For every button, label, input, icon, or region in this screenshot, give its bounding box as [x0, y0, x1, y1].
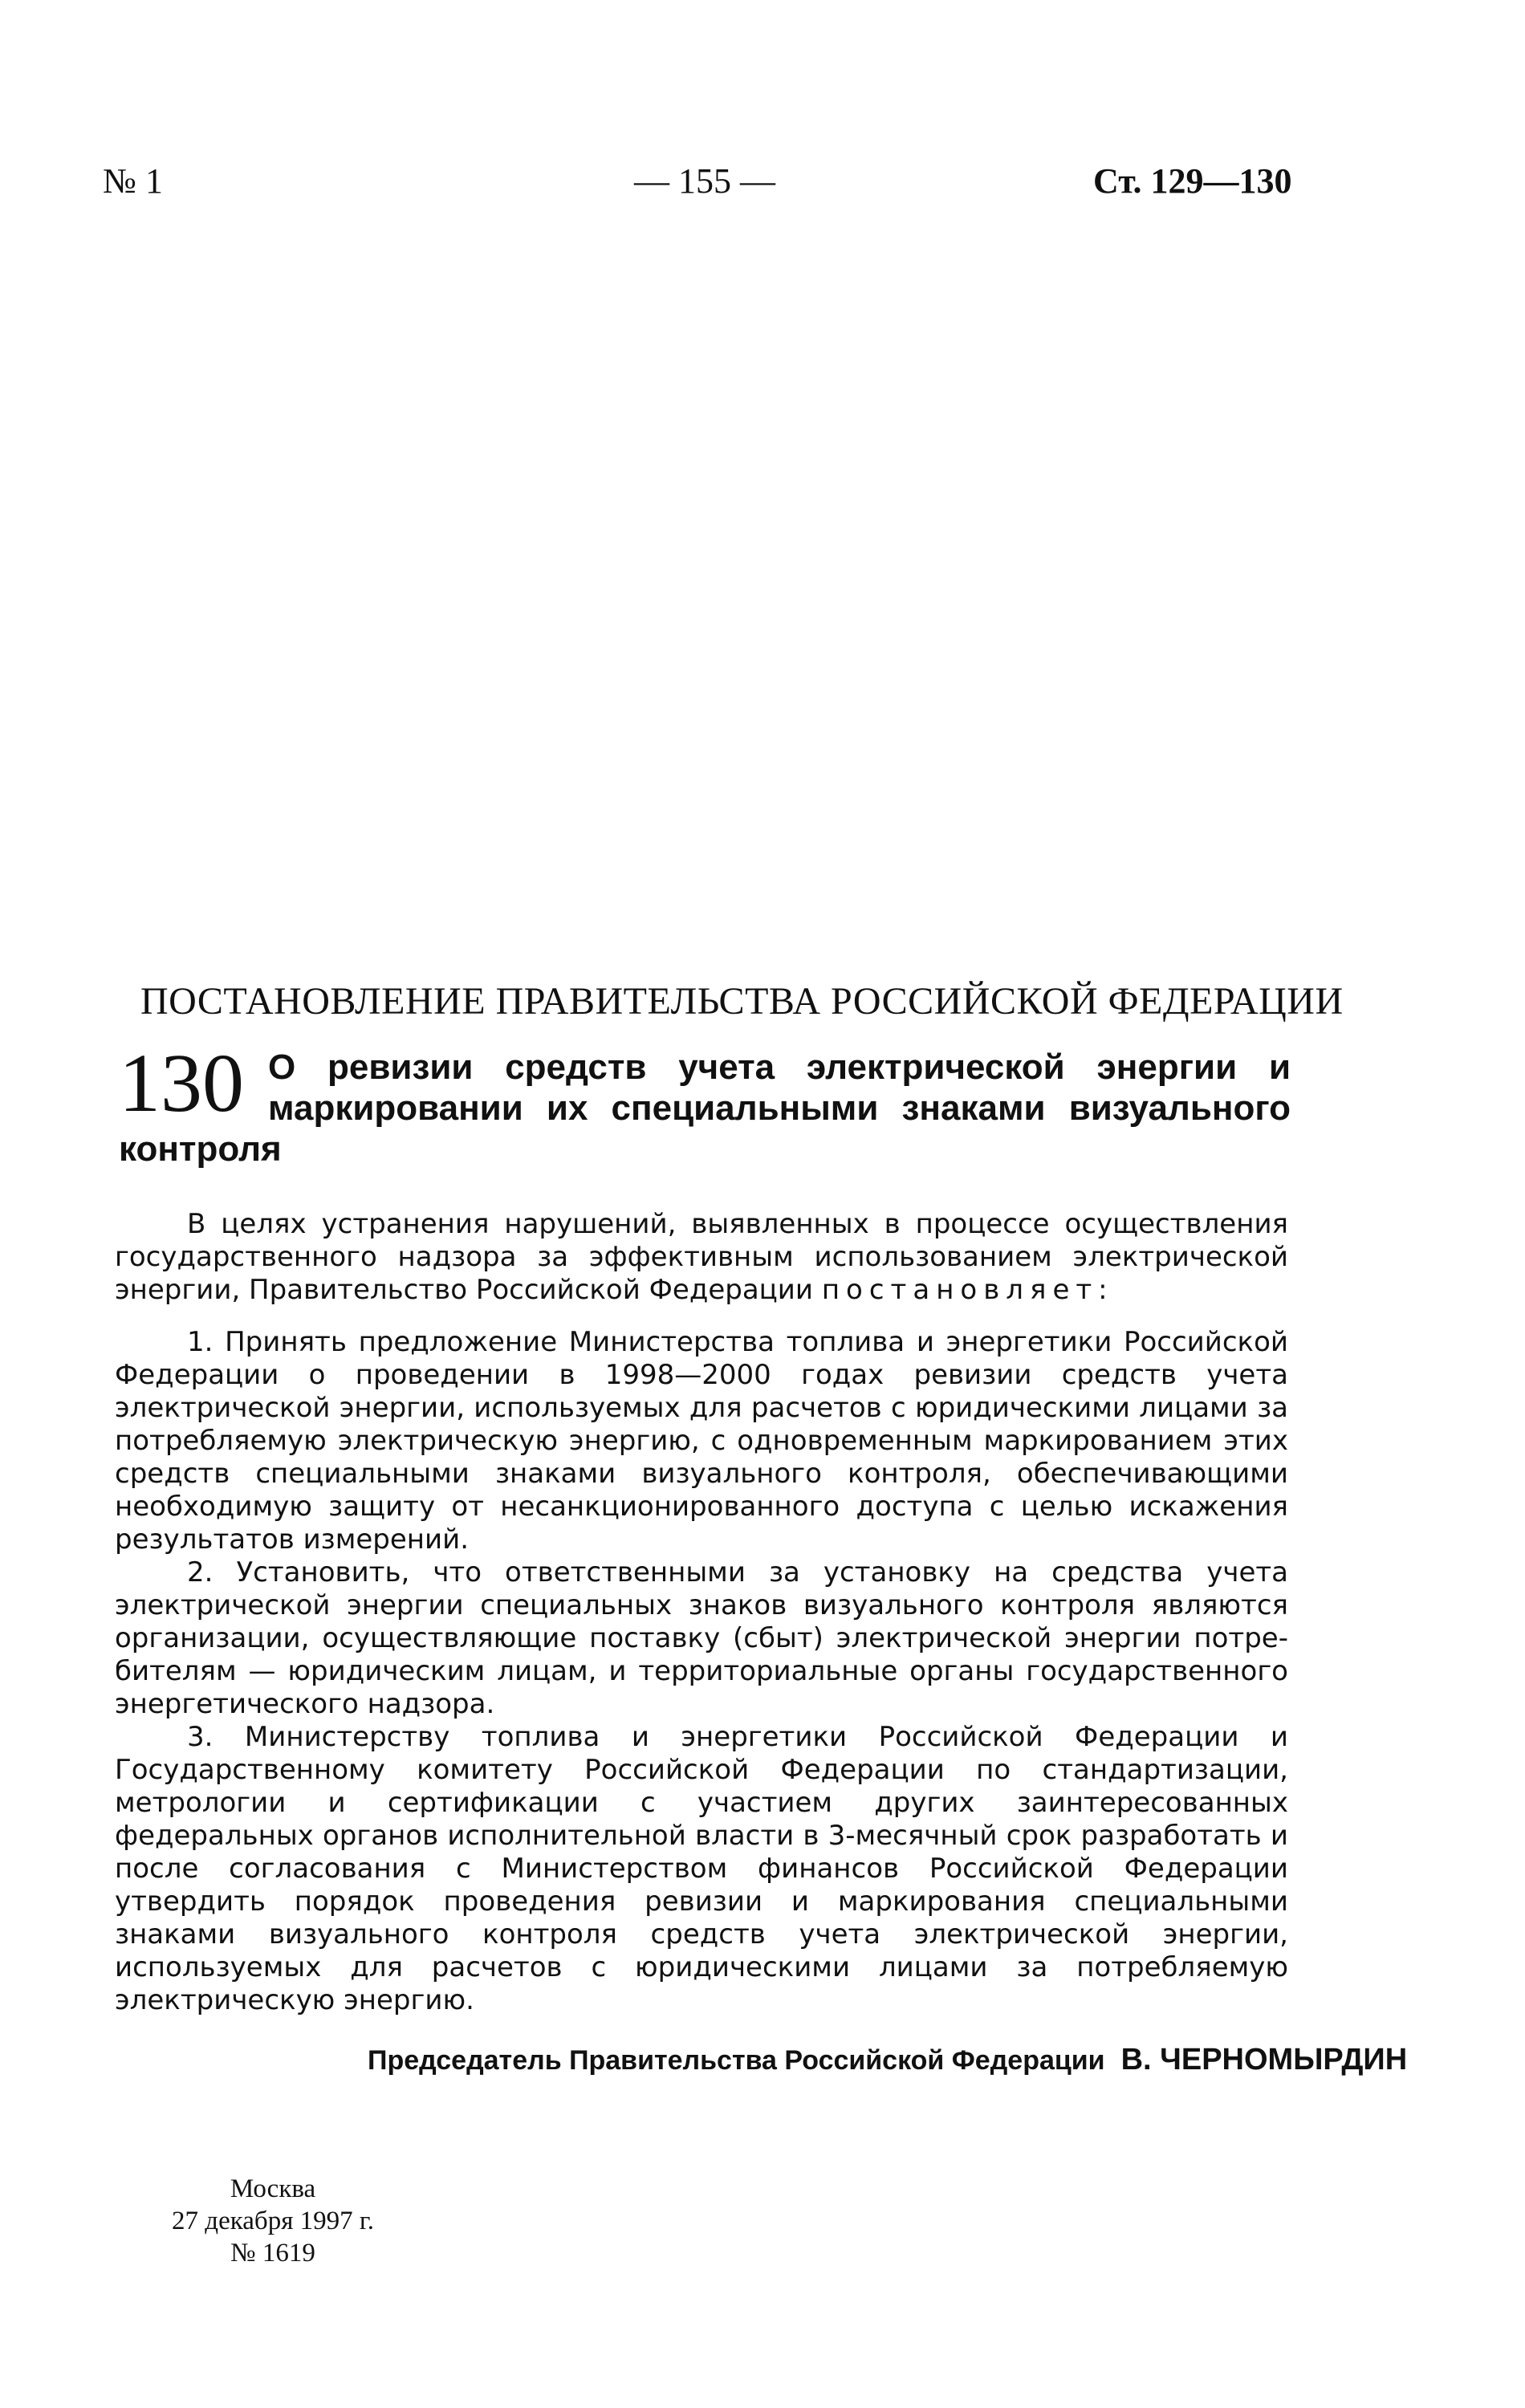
document-body [115, 1208, 1288, 2017]
article-range: Ст. 129—130 [1093, 161, 1292, 201]
intro-paragraph [115, 1208, 1288, 1307]
signatory-name: В. ЧЕРНОМЫРДИН [1120, 2043, 1408, 2076]
city: Москва [230, 2174, 316, 2203]
decree-number: № 1619 [230, 2239, 315, 2268]
clause-3: 3. Министерству топлива и энергетики Российской Федерации и Государственному комитету Российской Федерации по стандартизации, метрологии и сертификации с участием других заинтересованных федеральных органов исполнительной власти в 3-месячный срок разработать и после согласования с Министерством финансов Российской Федерации утвердить порядок проведения ревизии и маркирования специальными знаками визуального контроля средств учета электрической энергии, используемых для расчетов с юридическими лицами за потребляемую электрическую энергию. [115, 1721, 1288, 2016]
decree-date: 27 декабря 1997 г. [172, 2207, 374, 2235]
document-title-block [119, 1037, 1291, 1169]
clause-1: 1. Принять предложение Министерства топлива и энергетики Российской Федерации о проведении в 1998—2000 годах ревизии средств учета электрической энергии, используемых для расчетов с юридическими лицами за потребляемую электрическую энергию, с одновременным маркированием этих средств специальными знаками визуального контроля, обеспечивающими необходимую защиту от несанкционированного доступа с целью искажения результатов измерений. [115, 1326, 1288, 1556]
place-date-block [157, 2173, 389, 2269]
decree-word: постановляет: [821, 1274, 1114, 1306]
page-number: — 155 — [634, 161, 775, 201]
document-title: О ревизии средств учета электрической энергии и маркировании их специальными знаками визуального контроля [119, 1047, 1291, 1169]
document-number: 130 [119, 1037, 244, 1129]
intro-text: В целях устранения нарушений, выявленных в процессе осуществления государственного надзора за эффективным использованием электрической энергии, Правительство Российской Федерации [115, 1208, 1288, 1306]
document-type-heading: ПОСТАНОВЛЕНИЕ ПРАВИТЕЛЬСТВА РОССИЙСКОЙ ФЕДЕРАЦИИ [140, 980, 1344, 1023]
signatory-position: Председатель Правительства Российской Федерации [368, 2045, 1105, 2076]
clause-2: 2. Установить, что ответственными за установку на средства учета электрической энергии специальных знаков визуального контроля являются организации, осуществляющие поставку (сбыт) электрической энергии потребителям — юридическим лицам, и территориальные органы государственного энергетического надзора. [115, 1556, 1288, 1720]
signature-line [368, 2043, 1408, 2077]
issue-number: № 1 [103, 161, 163, 201]
